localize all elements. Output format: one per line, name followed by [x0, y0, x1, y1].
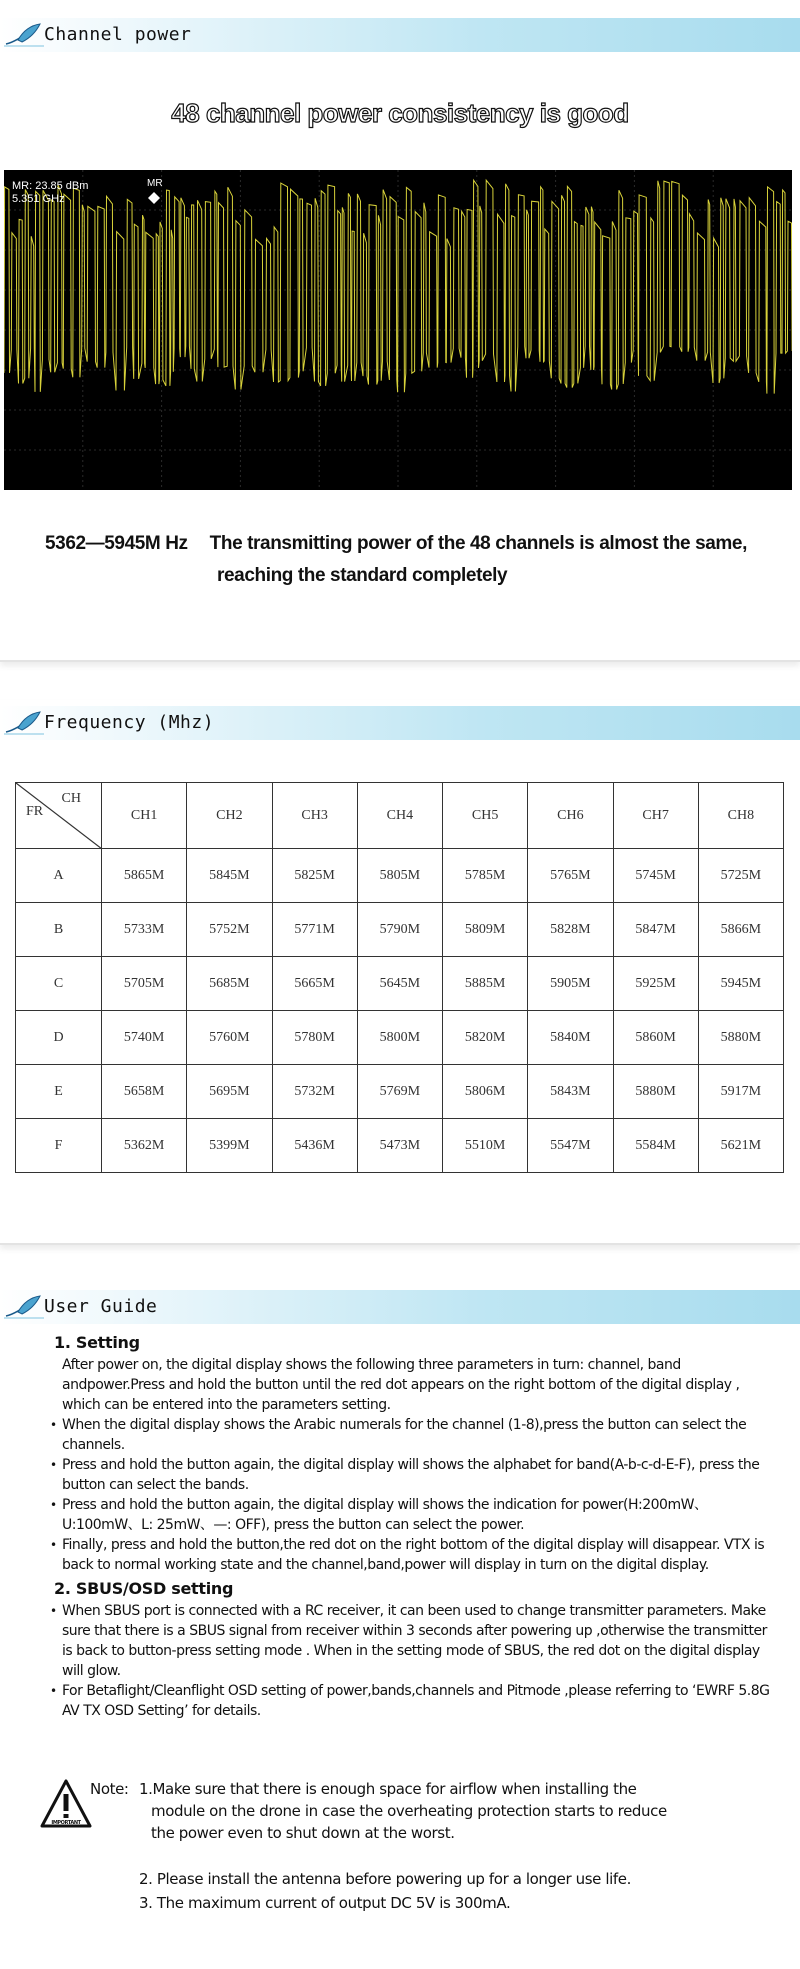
- table-cell: 5828M: [528, 903, 613, 957]
- table-cell: 5880M: [698, 1011, 783, 1065]
- table-cell: 5845M: [187, 849, 272, 903]
- channel-power-header: [0, 18, 800, 52]
- description-line1: The transmitting power of the 48 channels is almost the same,: [209, 533, 747, 554]
- corner-fr-label: FR: [26, 804, 44, 819]
- table-cell: 5765M: [528, 849, 613, 903]
- table-cell: 5658M: [102, 1065, 187, 1119]
- note1-line1: 1.Make sure that there is enough space for airflow when installing the: [139, 1780, 637, 1798]
- band-label: E: [16, 1065, 102, 1119]
- note-item-1: [139, 1778, 739, 1844]
- section-title: Channel power: [44, 24, 192, 45]
- table-cell: 5665M: [272, 957, 357, 1011]
- setting-title: 1. Setting: [54, 1333, 140, 1352]
- table-cell: 5805M: [357, 849, 442, 903]
- channel-power-card: [0, 0, 800, 662]
- note1-line2: module on the drone in case the overheating protection starts to reduce: [151, 1802, 667, 1820]
- table-cell: 5740M: [102, 1011, 187, 1065]
- list-item: • Press and hold the button again, the digital display will shows the alphabet for band(A-b-c-d-E-F), press the button can select the bands.: [60, 1455, 780, 1495]
- spectrum-display: [4, 170, 792, 490]
- table-cell: 5584M: [613, 1119, 698, 1173]
- list-item: • For Betaflight/Cleanflight OSD setting of power,bands,channels and Pitmode ,please referring to ‘EWRF 5.8G AV TX OSD Setting’ for details.: [60, 1681, 780, 1721]
- note1-line3: the power even to shut down at the worst.: [151, 1824, 455, 1842]
- table-cell: 5733M: [102, 903, 187, 957]
- table-row: [16, 957, 784, 1011]
- marker-diamond: [148, 192, 160, 204]
- table-row: [16, 1119, 784, 1173]
- warning-icon: [40, 1778, 92, 1830]
- table-cell: 5785M: [443, 849, 528, 903]
- table-row: [16, 1011, 784, 1065]
- table-cell: 5745M: [613, 849, 698, 903]
- table-cell: 5847M: [613, 903, 698, 957]
- table-cell: 5399M: [187, 1119, 272, 1173]
- description-line2: reaching the standard completely: [217, 565, 508, 586]
- band-label: A: [16, 849, 102, 903]
- trace-path: [4, 180, 792, 393]
- frequency-range: 5362—5945M Hz: [45, 533, 188, 554]
- table-cell: 5809M: [443, 903, 528, 957]
- table-header-row: [16, 783, 784, 849]
- table-cell: 5732M: [272, 1065, 357, 1119]
- column-header: CH4: [357, 783, 442, 849]
- table-cell: 5725M: [698, 849, 783, 903]
- list-item: • Press and hold the button again, the digital display will shows the indication for power(H:200mW、U:100mW、L: 25mW、—: OFF), press the button can select the power.: [60, 1495, 780, 1535]
- sbus-list: [60, 1601, 780, 1721]
- spec-description: [45, 528, 747, 592]
- feather-pen-icon: [4, 710, 44, 736]
- list-item: • When SBUS port is connected with a RC receiver, it can been used to change transmitter parameters. Make sure that there is a SBUS signal from receiver within 3 seconds after powering up ,otherwise the transmitter is back to button-press setting mode . When in the setting mode of SBUS, the red dot on the digital display will glow.: [60, 1601, 780, 1681]
- table-cell: 5436M: [272, 1119, 357, 1173]
- table-cell: 5705M: [102, 957, 187, 1011]
- table-cell: 5769M: [357, 1065, 442, 1119]
- setting-intro: After power on, the digital display shows the following three parameters in turn: channel, band andpower.Press and hold the button until the red dot appears on the right bottom of the digital display , which can be entered into the parameters setting.: [62, 1357, 740, 1413]
- band-label: C: [16, 957, 102, 1011]
- table-cell: 5621M: [698, 1119, 783, 1173]
- table-cell: 5771M: [272, 903, 357, 957]
- table-cell: 5760M: [187, 1011, 272, 1065]
- table-cell: 5865M: [102, 849, 187, 903]
- feather-pen-icon: [4, 1294, 44, 1320]
- user-guide-header: [0, 1290, 800, 1324]
- feather-pen-icon: [4, 22, 44, 48]
- frequency-header: [0, 706, 800, 740]
- table-cell: 5905M: [528, 957, 613, 1011]
- user-guide-content: [54, 1333, 780, 1721]
- table-cell: 5925M: [613, 957, 698, 1011]
- setting-list: [60, 1415, 780, 1575]
- column-header: CH7: [613, 783, 698, 849]
- table-cell: 5945M: [698, 957, 783, 1011]
- note-label: Note:: [90, 1780, 129, 1798]
- headline: 48 channel power consistency is good: [171, 98, 629, 128]
- column-header: CH3: [272, 783, 357, 849]
- table-cell: 5806M: [443, 1065, 528, 1119]
- column-header: CH2: [187, 783, 272, 849]
- list-item: • Finally, press and hold the button,the red dot on the right bottom of the digital display will disappear. VTX is back to normal working state and the channel,band,power will display in turn on the digital display.: [60, 1535, 780, 1575]
- table-cell: 5843M: [528, 1065, 613, 1119]
- corner-ch-label: CH: [61, 791, 81, 806]
- table-cell: 5885M: [443, 957, 528, 1011]
- table-cell: 5880M: [613, 1065, 698, 1119]
- section-title: User Guide: [44, 1296, 158, 1317]
- table-cell: 5645M: [357, 957, 442, 1011]
- table-row: [16, 903, 784, 957]
- table-cell: 5362M: [102, 1119, 187, 1173]
- section-title: Frequency (Mhz): [44, 712, 215, 733]
- table-cell: 5790M: [357, 903, 442, 957]
- table-cell: 5685M: [187, 957, 272, 1011]
- column-header: CH1: [102, 783, 187, 849]
- table-row: [16, 849, 784, 903]
- table-row: [16, 1065, 784, 1119]
- frequency-table: [15, 782, 784, 1173]
- marker-readout: [12, 180, 88, 206]
- list-item: • When the digital display shows the Arabic numerals for the channel (1-8),press the button can select the channels.: [60, 1415, 780, 1455]
- band-label: D: [16, 1011, 102, 1065]
- table-cell: 5695M: [187, 1065, 272, 1119]
- table-cell: 5860M: [613, 1011, 698, 1065]
- table-cell: 5866M: [698, 903, 783, 957]
- table-corner-cell: [16, 783, 102, 849]
- band-label: F: [16, 1119, 102, 1173]
- column-header: CH6: [528, 783, 613, 849]
- marker-frequency: 5.351 GHz: [12, 193, 65, 205]
- table-cell: 5825M: [272, 849, 357, 903]
- column-header: CH5: [443, 783, 528, 849]
- marker-power: MR: 23.85 dBm: [12, 180, 89, 192]
- column-header: CH8: [698, 783, 783, 849]
- marker-label: MR: [147, 178, 163, 189]
- table-cell: 5780M: [272, 1011, 357, 1065]
- table-cell: 5917M: [698, 1065, 783, 1119]
- spectrum-trace: [4, 170, 792, 490]
- table-cell: 5510M: [443, 1119, 528, 1173]
- important-label: IMPORTANT: [51, 1820, 81, 1826]
- table-cell: 5840M: [528, 1011, 613, 1065]
- table-cell: 5820M: [443, 1011, 528, 1065]
- sbus-title: 2. SBUS/OSD setting: [54, 1579, 234, 1598]
- table-cell: 5547M: [528, 1119, 613, 1173]
- table-cell: 5752M: [187, 903, 272, 957]
- table-cell: 5800M: [357, 1011, 442, 1065]
- note-item-2: 2. Please install the antenna before powering up for a longer use life.: [139, 1870, 631, 1888]
- note-item-3: 3. The maximum current of output DC 5V is 300mA.: [139, 1894, 511, 1912]
- table-cell: 5473M: [357, 1119, 442, 1173]
- band-label: B: [16, 903, 102, 957]
